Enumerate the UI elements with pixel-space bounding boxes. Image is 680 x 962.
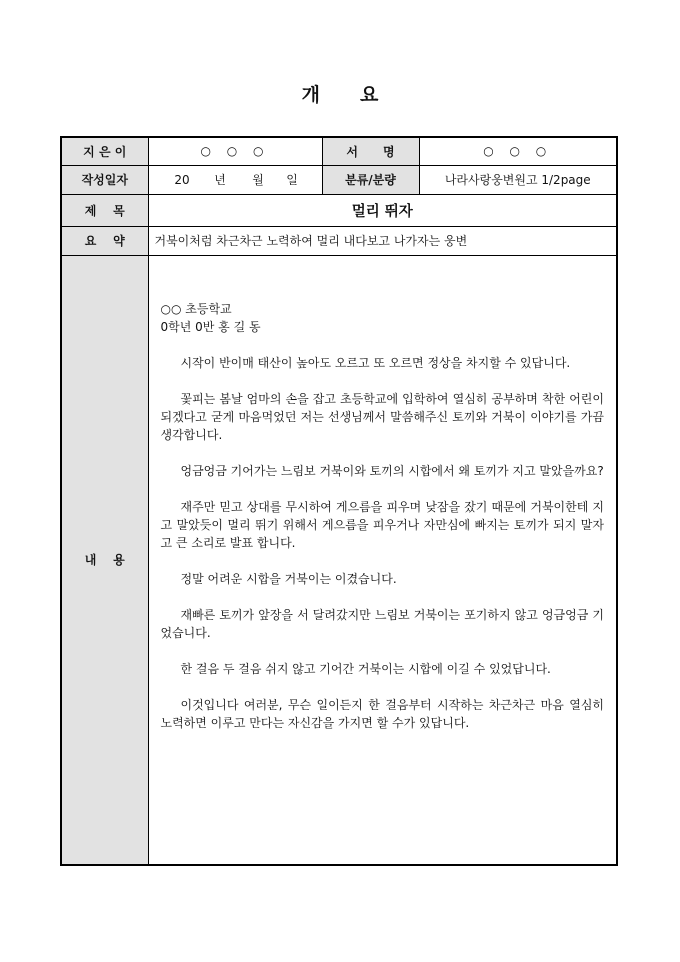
school-name: ○○ 초등학교 (160, 301, 232, 316)
summary-label: 요 약 (61, 226, 148, 255)
page-title-part-1: 개 (301, 84, 320, 106)
signature-label: 서 명 (322, 137, 419, 165)
title-label: 제 목 (61, 194, 148, 226)
content-label: 내 용 (61, 255, 148, 865)
student-name: 0학년 0반 홍 길 동 (160, 319, 261, 334)
summary-value: 거북이처럼 차근차근 노력하여 멀리 내다보고 나가자는 웅변 (148, 226, 617, 255)
date-day-unit: 일 (286, 173, 298, 187)
paragraph-3: 엉금엉금 기어가는 느림보 거북이와 토끼의 시합에서 왜 토끼가 지고 말았을까요? (180, 463, 604, 478)
date-year-unit: 년 (214, 173, 226, 187)
date-value (148, 165, 322, 194)
paragraph-8: 이것입니다 여러분, 무슨 일이든지 한 걸음부터 시작하는 차근차근 마음 열심히 노력하면 이루고 만다는 자신감을 가지면 할 수가 있답니다. (160, 697, 604, 730)
date-month-unit: 월 (252, 173, 264, 187)
title-value: 멀리 뛰자 (148, 194, 617, 226)
paragraph-6: 재빠른 토끼가 앞장을 서 달려갔지만 느림보 거북이는 포기하지 않고 엉금엉금 기었습니다. (160, 607, 604, 640)
date-year: 20 (174, 173, 190, 187)
paragraph-7: 한 걸음 두 걸음 쉬지 않고 기어간 거북이는 시합에 이길 수 있었답니다. (180, 661, 551, 676)
paragraph-1: 시작이 반이매 태산이 높아도 오르고 또 오르면 정상을 차지할 수 있답니다. (180, 355, 571, 370)
signature-value: ○ ○ ○ (419, 137, 617, 165)
content-row (61, 255, 617, 865)
title-row (61, 194, 617, 226)
content-body (148, 255, 617, 865)
summary-row (61, 226, 617, 255)
page-title-part-2: 요 (360, 84, 379, 106)
page-title (0, 80, 680, 107)
author-row (61, 137, 617, 165)
date-label: 작성일자 (61, 165, 148, 194)
author-label: 지 은 이 (61, 137, 148, 165)
paragraph-4: 재주만 믿고 상대를 무시하여 게으름을 피우며 낮잠을 잤기 때문에 거북이한테 지고 말았듯이 멀리 뛰기 위해서 게으름을 피우거나 자만심에 빠지는 토끼가 되지 말자고 큰 소리로 발표 합니다. (160, 499, 604, 550)
category-value: 나라사랑웅변원고 1/2page (419, 165, 617, 194)
overview-table (60, 136, 618, 866)
paragraph-5: 정말 어려운 시합을 거북이는 이겼습니다. (180, 571, 397, 586)
author-value: ○ ○ ○ (148, 137, 322, 165)
date-row (61, 165, 617, 194)
category-label: 분류/분량 (322, 165, 419, 194)
paragraph-2: 꽃피는 봄날 엄마의 손을 잡고 초등학교에 입학하여 열심히 공부하며 착한 어린이 되겠다고 굳게 마음먹었던 저는 선생님께서 말씀해주신 토끼와 거북이 이야기를 가끔 생각합니다. (160, 391, 604, 442)
